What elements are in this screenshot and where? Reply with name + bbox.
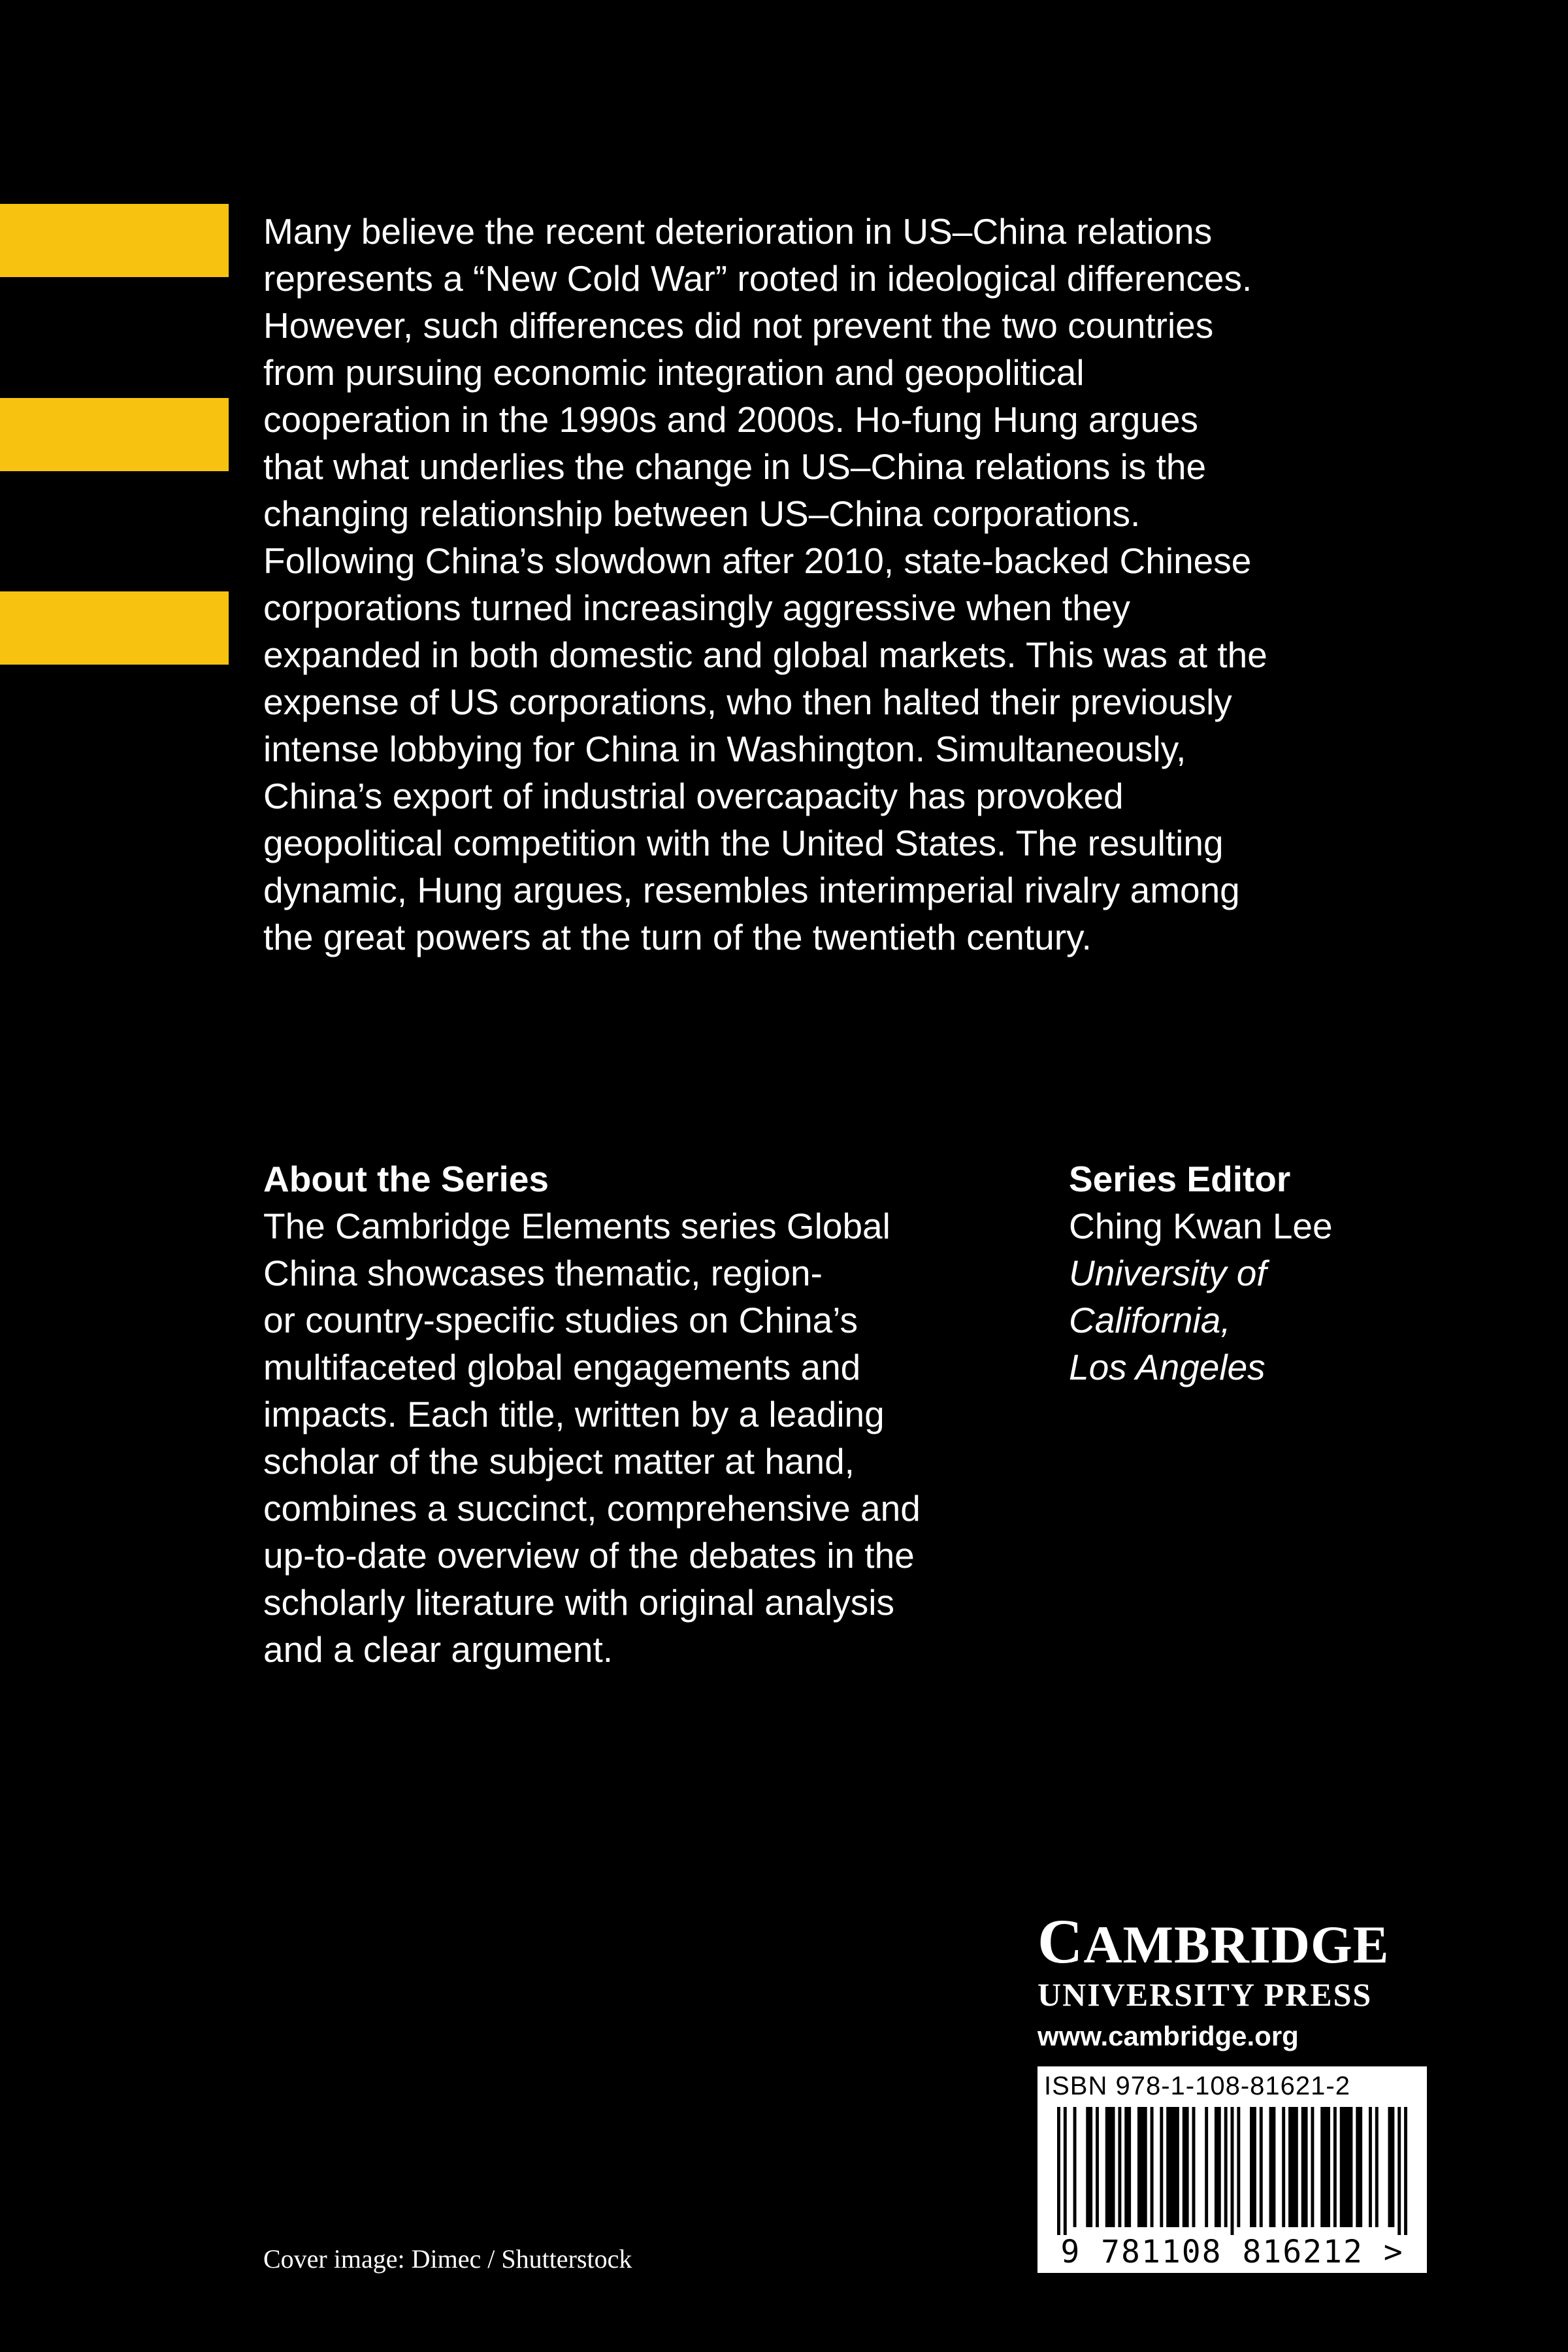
about-series-line: scholarly literature with original analysis — [263, 1582, 894, 1623]
publisher-press: UNIVERSITY PRESS — [1037, 1976, 1373, 2013]
blurb-line: Many believe the recent deterioration in US–China relations — [263, 211, 1213, 252]
barcode-bar — [1124, 2107, 1131, 2227]
about-series-line: China showcases thematic, region- — [263, 1253, 823, 1293]
barcode-bar — [1282, 2107, 1285, 2227]
about-series-line: multifaceted global engagements and — [263, 1347, 861, 1387]
blurb-line: expense of US corporations, who then halted their previously — [263, 682, 1232, 722]
barcode-bar — [1205, 2107, 1208, 2227]
barcode-bar — [1224, 2107, 1228, 2227]
about-series-section — [263, 1155, 1047, 1673]
about-series-heading: About the Series — [263, 1159, 549, 1199]
publisher-url[interactable]: www.cambridge.org — [1037, 2021, 1299, 2051]
barcode-bar — [1269, 2107, 1276, 2227]
barcode-bar — [1231, 2107, 1234, 2235]
isbn-barcode — [1037, 2066, 1427, 2273]
barcode-bar — [1333, 2107, 1337, 2227]
barcode-bar — [1288, 2107, 1298, 2227]
blurb-line: from pursuing economic integration and geopolitical — [263, 352, 1085, 393]
barcode-bar — [1105, 2107, 1115, 2227]
barcode-bar — [1320, 2107, 1330, 2227]
blurb-line: changing relationship between US–China corporations. — [263, 493, 1141, 534]
blurb-line: the great powers at the turn of the twentieth century. — [263, 917, 1092, 957]
yellow-accent-bar-bottom — [0, 591, 229, 665]
blurb-line: intense lobbying for China in Washington. Simultaneously, — [263, 729, 1186, 769]
barcode-bar — [1073, 2107, 1077, 2227]
blurb-line: geopolitical competition with the United States. The resulting — [263, 823, 1224, 863]
isbn-label: ISBN 978-1-108-81621-2 — [1044, 2072, 1350, 2100]
barcode-bar — [1151, 2107, 1154, 2227]
barcode-bars — [1057, 2107, 1407, 2235]
blurb-line: China’s export of industrial overcapacity has provoked — [263, 776, 1124, 816]
series-editor-affiliation-line: Los Angeles — [1069, 1347, 1266, 1387]
series-editor-affiliation-line: California, — [1069, 1300, 1231, 1340]
series-editor-affiliation-line: University of — [1069, 1253, 1267, 1293]
about-series-line: and a clear argument. — [263, 1629, 613, 1670]
series-editor-section — [1069, 1155, 1526, 1391]
barcode-bar — [1311, 2107, 1314, 2227]
barcode-bar — [1369, 2107, 1372, 2227]
barcode-bar — [1237, 2107, 1240, 2227]
yellow-accent-bar-middle — [0, 398, 229, 471]
series-editor-name: Ching Kwan Lee — [1069, 1206, 1333, 1246]
blurb-line: expanded in both domestic and global markets. This was at the — [263, 635, 1267, 675]
barcode-bar — [1397, 2107, 1401, 2235]
barcode-bar — [1166, 2107, 1179, 2227]
blurb-line: corporations turned increasingly aggressive when they — [263, 588, 1130, 628]
publisher-name — [1037, 1906, 1443, 1976]
blurb-line: Following China’s slowdown after 2010, state-backed Chinese — [263, 540, 1252, 581]
publisher-logo — [1037, 1906, 1443, 2055]
about-series-line: impacts. Each title, written by a leading — [263, 1394, 885, 1434]
barcode-bar — [1057, 2107, 1060, 2235]
series-editor-heading: Series Editor — [1069, 1159, 1291, 1199]
blurb-line: cooperation in the 1990s and 2000s. Ho-fung Hung argues — [263, 399, 1199, 440]
barcode-bar — [1096, 2107, 1099, 2227]
barcode-bar — [1375, 2107, 1379, 2227]
about-series-line: or country-specific studies on China’s — [263, 1300, 858, 1340]
about-series-line: scholar of the subject matter at hand, — [263, 1441, 855, 1482]
blurb-line: represents a “New Cold War” rooted in ideological differences. — [263, 258, 1252, 299]
barcode-bar — [1215, 2107, 1221, 2227]
barcode-bar — [1404, 2107, 1407, 2235]
barcode-bar — [1160, 2107, 1163, 2227]
barcode-bar — [1118, 2107, 1121, 2227]
barcode-bar — [1356, 2107, 1362, 2227]
publisher-name-initial: C — [1037, 1906, 1084, 1976]
book-blurb — [263, 208, 1439, 961]
barcode-bar — [1388, 2107, 1395, 2227]
barcode-bar — [1260, 2107, 1263, 2227]
barcode-bar — [1086, 2107, 1092, 2227]
barcode-bar — [1340, 2107, 1353, 2227]
barcode-bar — [1192, 2107, 1196, 2227]
cover-image-credit: Cover image: Dimec / Shutterstock — [263, 2244, 632, 2274]
barcode-bar — [1137, 2107, 1147, 2227]
blurb-line: that what underlies the change in US–China relations is the — [263, 446, 1207, 487]
blurb-line: However, such differences did not prevent the two countries — [263, 305, 1214, 346]
blurb-line: dynamic, Hung argues, resembles interimperial rivalry among — [263, 870, 1240, 910]
barcode-bar — [1064, 2107, 1067, 2235]
publisher-name-rest: AMBRIDGE — [1083, 1915, 1390, 1974]
about-series-line: combines a succinct, comprehensive and — [263, 1488, 921, 1529]
barcode-bar — [1183, 2107, 1189, 2227]
barcode-bar — [1250, 2107, 1256, 2227]
about-series-line: up-to-date overview of the debates in the — [263, 1535, 915, 1576]
yellow-accent-bar-top — [0, 204, 229, 277]
barcode-bar — [1301, 2107, 1308, 2227]
barcode-digits: 9 781108 816212 > — [1060, 2234, 1404, 2270]
about-series-line: The Cambridge Elements series Global — [263, 1206, 890, 1246]
